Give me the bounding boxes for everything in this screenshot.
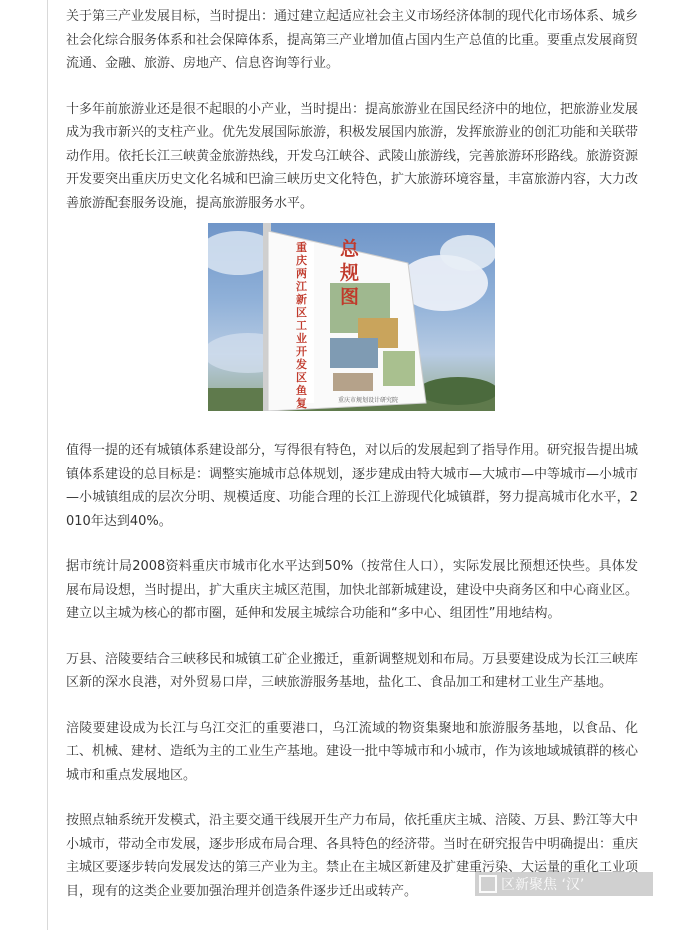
- map-panel: [330, 338, 378, 368]
- map-panel: [383, 351, 415, 386]
- paragraph-fuling-port: 涪陵要建设成为长江与乌江交汇的重要港口，乌江流域的物资集聚地和旅游服务基地，以食品、化工、机械、建材、造纸为主的工业生产基地。建设一批中等城市和小城市，作为该地域城镇群的核心城市和重点发展地区。: [66, 720, 639, 783]
- paragraph-urbanization-rate: 据市统计局2008资料重庆市城市化水平达到50%（按常住人口），实际发展比预想还快些。具体发展布局设想，当时提出，扩大重庆主城区范围，加快北部新城建设，建设中央商务区和中心商业区。建立以主城为核心的都市圈，延伸和发展主城综合功能和“多中心、组团性”用地结构。: [66, 559, 639, 621]
- paragraph-gap: [66, 533, 638, 555]
- watermark-text: 区新聚焦 ‘汉’: [501, 877, 585, 893]
- paragraph-gap: [66, 695, 638, 717]
- watermark-overlay: [475, 872, 653, 896]
- map-panel: [333, 373, 373, 391]
- watermark-logo-icon: [479, 875, 497, 893]
- paragraph-gap: [66, 411, 638, 439]
- cloud-shape: [440, 235, 495, 271]
- paragraph-gap: [66, 626, 638, 648]
- paragraph-gap: [66, 76, 638, 98]
- left-divider-line: [47, 0, 48, 930]
- tree-line: [418, 377, 495, 405]
- planning-board-photo: [208, 223, 495, 411]
- paragraph-tertiary-industry: 关于第三产业发展目标，当时提出：通过建立起适应社会主义市场经济体制的现代化市场体系、城乡社会化综合服务体系和社会保障体系，提高第三产业增加值占国内生产总值的比重。要重点发展商贸流通、金融、旅游、房地产、信息咨询等行业。: [66, 9, 639, 71]
- paragraph-gap: [66, 787, 638, 809]
- paragraph-wanxian-fuling: 万县、涪陵要结合三峡移民和城镇工矿企业搬迁，重新调整规划和布局。万县要建设成为长江三峡库区新的深水良港，对外贸易口岸，三峡旅游服务基地，盐化工、食品加工和建材工业生产基地。: [66, 651, 639, 690]
- paragraph-tourism: 十多年前旅游业还是很不起眼的小产业，当时提出：提高旅游业在国民经济中的地位，把旅游业发展成为我市新兴的支柱产业。优先发展国际旅游，积极发展国内旅游，发挥旅游业的创汇功能和关联带动作用。依托长江三峡黄金旅游热线，开发乌江峡谷、武陵山旅游线，完善旅游环形路线。旅游资源开发要突出重庆历史文化名城和巴渝三峡历史文化特色，扩大旅游环境容量，丰富旅游内容，大力改善旅游配套服务设施，提高旅游服务水平。: [66, 101, 639, 211]
- paragraph-urban-system: 值得一提的还有城镇体系建设部分，写得很有特色，对以后的发展起到了指导作用。研究报告提出城镇体系建设的总目标是：调整实施城市总体规划，逐步建成由特大城市—大城市—中等城市—小城市—小城镇组成的层次分明、规模适度、功能合理的长江上游现代化城镇群，努力提高城市化水平，2010年达到40%。: [66, 443, 639, 529]
- article-body: [66, 5, 638, 903]
- board-bottom-caption: 重庆市规划设计研究院: [338, 397, 399, 404]
- paragraph-point-axis-development: 按照点轴系统开发模式，沿主要交通干线展开生产力布局，依托重庆主城、涪陵、万县、黔江等大中小城市，带动全市发展，逐步形成布局合理、各具特色的经济带。当时在研究报告中明确提出：重庆主城区要逐步转向发展发达的第三产业为主。禁止在主城区新建及扩建重污染、大运量的重化工业项目，现有的这类企业要加强治理并创造条件逐步迁出或转产。: [66, 813, 639, 899]
- board-vertical-text: 重庆两江新区工业开发区鱼复: [296, 241, 307, 410]
- board-big-title: 总规图: [340, 238, 360, 308]
